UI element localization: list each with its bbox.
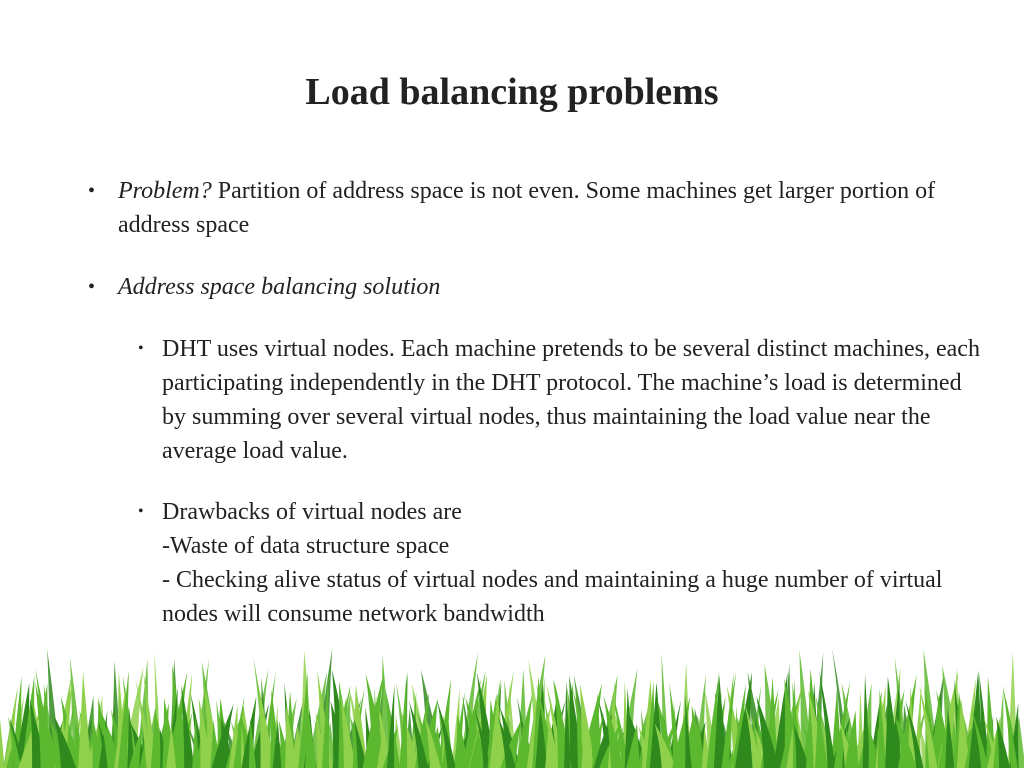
bullet-text: Partition of address space is not even. Some machines get larger portion of address space bbox=[118, 178, 936, 238]
grass-blade bbox=[0, 688, 5, 768]
subbullet-line: -Waste of data structure space bbox=[162, 533, 450, 559]
bullet-problem bbox=[88, 174, 988, 242]
grass-decoration bbox=[0, 648, 1024, 768]
bullet-text: Address space balancing solution bbox=[118, 274, 441, 300]
bullet-lead: Problem? bbox=[118, 178, 212, 204]
subbullet-line: Drawbacks of virtual nodes are bbox=[162, 499, 462, 525]
bullet-solution bbox=[88, 270, 988, 304]
subbullet-line: - Checking alive status of virtual nodes and maintaining a huge number of virtual nodes will consume network bandwidth bbox=[162, 567, 943, 627]
slide-title: Load balancing problems bbox=[305, 71, 719, 113]
bullet-dot: • bbox=[138, 340, 144, 357]
subbullet-drawbacks bbox=[138, 495, 982, 631]
bullet-dot: • bbox=[88, 180, 96, 202]
bullet-dot: • bbox=[88, 276, 96, 298]
bullet-dot: • bbox=[138, 503, 144, 520]
subbullet-virtual-nodes bbox=[138, 332, 982, 468]
subbullet-text: DHT uses virtual nodes. Each machine pretends to be several distinct machines, each participating independently in the DHT protocol. The machine’s load is determined by summing over several virtual nodes, thus maintaining the load value near the average load value. bbox=[162, 336, 980, 464]
